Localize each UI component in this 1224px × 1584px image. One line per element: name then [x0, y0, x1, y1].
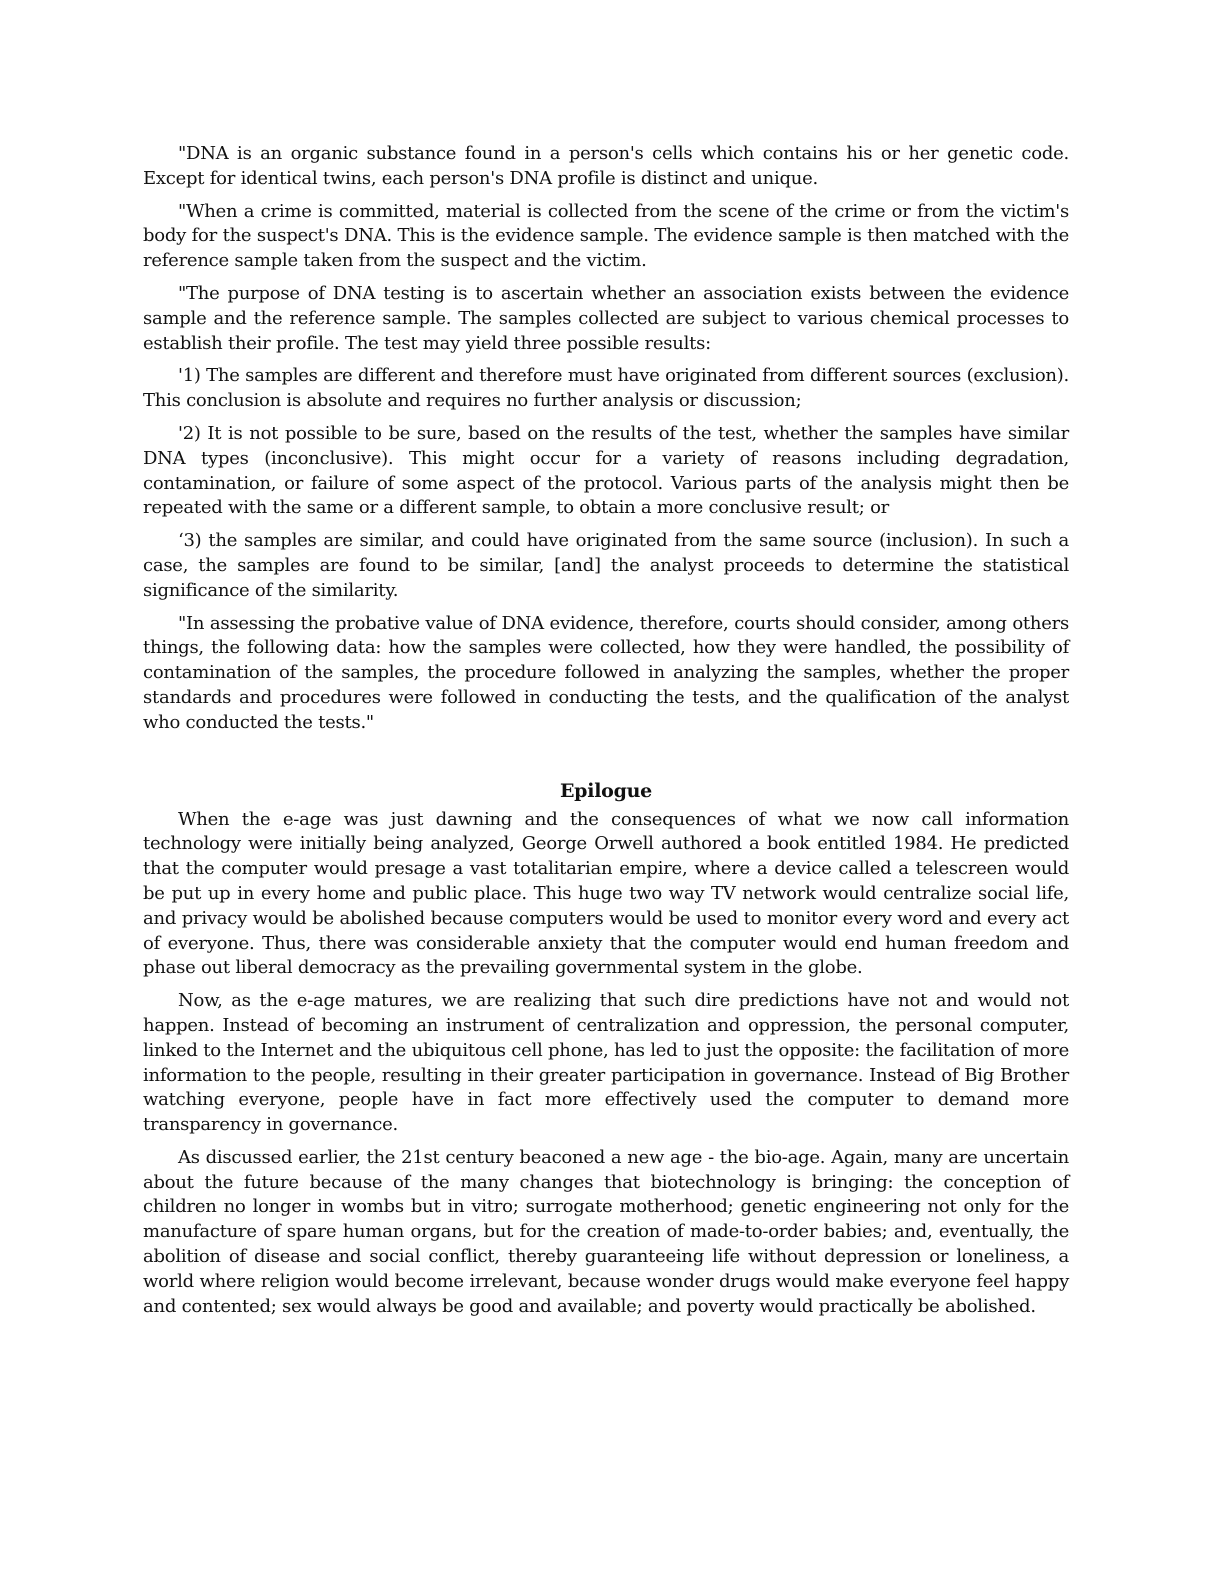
quote-paragraph-final: "In assessing the probative value of DNA evidence, therefore, courts should consider, among others things, the following data: how the samples were collected, how they were handled, the possibility of contamination of the samples, the procedure followed in analyzing the samples, whether the proper standards and procedures were followed in conducting the tests, and the qualification of the analyst who conducted the tests." — [143, 612, 1069, 733]
epilogue-paragraph-2: Now, as the e-age matures, we are realizing that such dire predictions have not and would not happen. Instead of becoming an instrument of centralization and oppression, the personal computer, linked to the Internet and the ubiquitous cell phone, has led to just the opposite: the facilitation of more information to the people, resulting in their greater participation in governance. Instead of Big Brother watching everyone, people have in fact more effectively used the computer to demand more transparency in governance. — [143, 990, 1069, 1136]
quote-paragraph-1: "DNA is an organic substance found in a person's cells which contains his or her genetic code. Except for identical twins, each person's DNA profile is distinct and unique. — [143, 143, 1069, 189]
quote-paragraph-result-3: ‘3) the samples are similar, and could have originated from the same source (inclusion). In such a case, the samples are found to be similar, [and] the analyst proceeds to determine the statistical significance of the similarity. — [143, 530, 1069, 601]
epilogue-heading: Epilogue — [559, 779, 653, 802]
quote-paragraph-3: "The purpose of DNA testing is to ascertain whether an association exists between the evidence sample and the reference sample. The samples collected are subject to various chemical processes to establish their profile. The test may yield three possible results: — [143, 282, 1069, 354]
section-spacer — [143, 744, 1069, 778]
quote-paragraph-2: "When a crime is committed, material is collected from the scene of the crime or from the victim's body for the suspect's DNA. This is the evidence sample. The evidence sample is then matched with the reference sample taken from the suspect and the victim. — [143, 200, 1069, 272]
quote-paragraph-result-2: '2) It is not possible to be sure, based on the results of the test, whether the samples have similar DNA types (inconclusive). This might occur for a variety of reasons including degradation, contamination, or failure of some aspect of the protocol. Various parts of the analysis might then be repeated with the same or a different sample, to obtain a more conclusive result; or — [143, 422, 1069, 519]
quote-paragraph-result-1: '1) The samples are different and therefore must have originated from different sources (exclusion). This conclusion is absolute and requires no further analysis or discussion; — [143, 365, 1069, 412]
epilogue-paragraph-3: As discussed earlier, the 21st century beaconed a new age - the bio-age. Again, many are uncertain about the future because of the many changes that biotechnology is bringing: the conception of children no longer in wombs but in vitro; surrogate motherhood; genetic engineering not only for the manufacture of spare human organs, but for the creation of made-to-order babies; and, eventually, the abolition of disease and social conflict, thereby guaranteeing life without depression or loneliness, a world where religion would become irrelevant, because wonder drugs would make everyone feel happy and contented; sex would always be good and available; and poverty would practically be abolished. — [143, 1146, 1069, 1317]
epilogue-paragraph-1: When the e-age was just dawning and the consequences of what we now call information technology were initially being analyzed, George Orwell authored a book entitled 1984. He predicted that the computer would presage a vast totalitarian empire, where a device called a telescreen would be put up in every home and public place. This huge two way TV network would centralize social life, and privacy would be abolished because computers would be used to monitor every word and every act of everyone. Thus, there was considerable anxiety that the computer would end human freedom and phase out liberal democracy as the prevailing governmental system in the globe. — [143, 808, 1069, 979]
document-page — [143, 142, 1069, 1327]
